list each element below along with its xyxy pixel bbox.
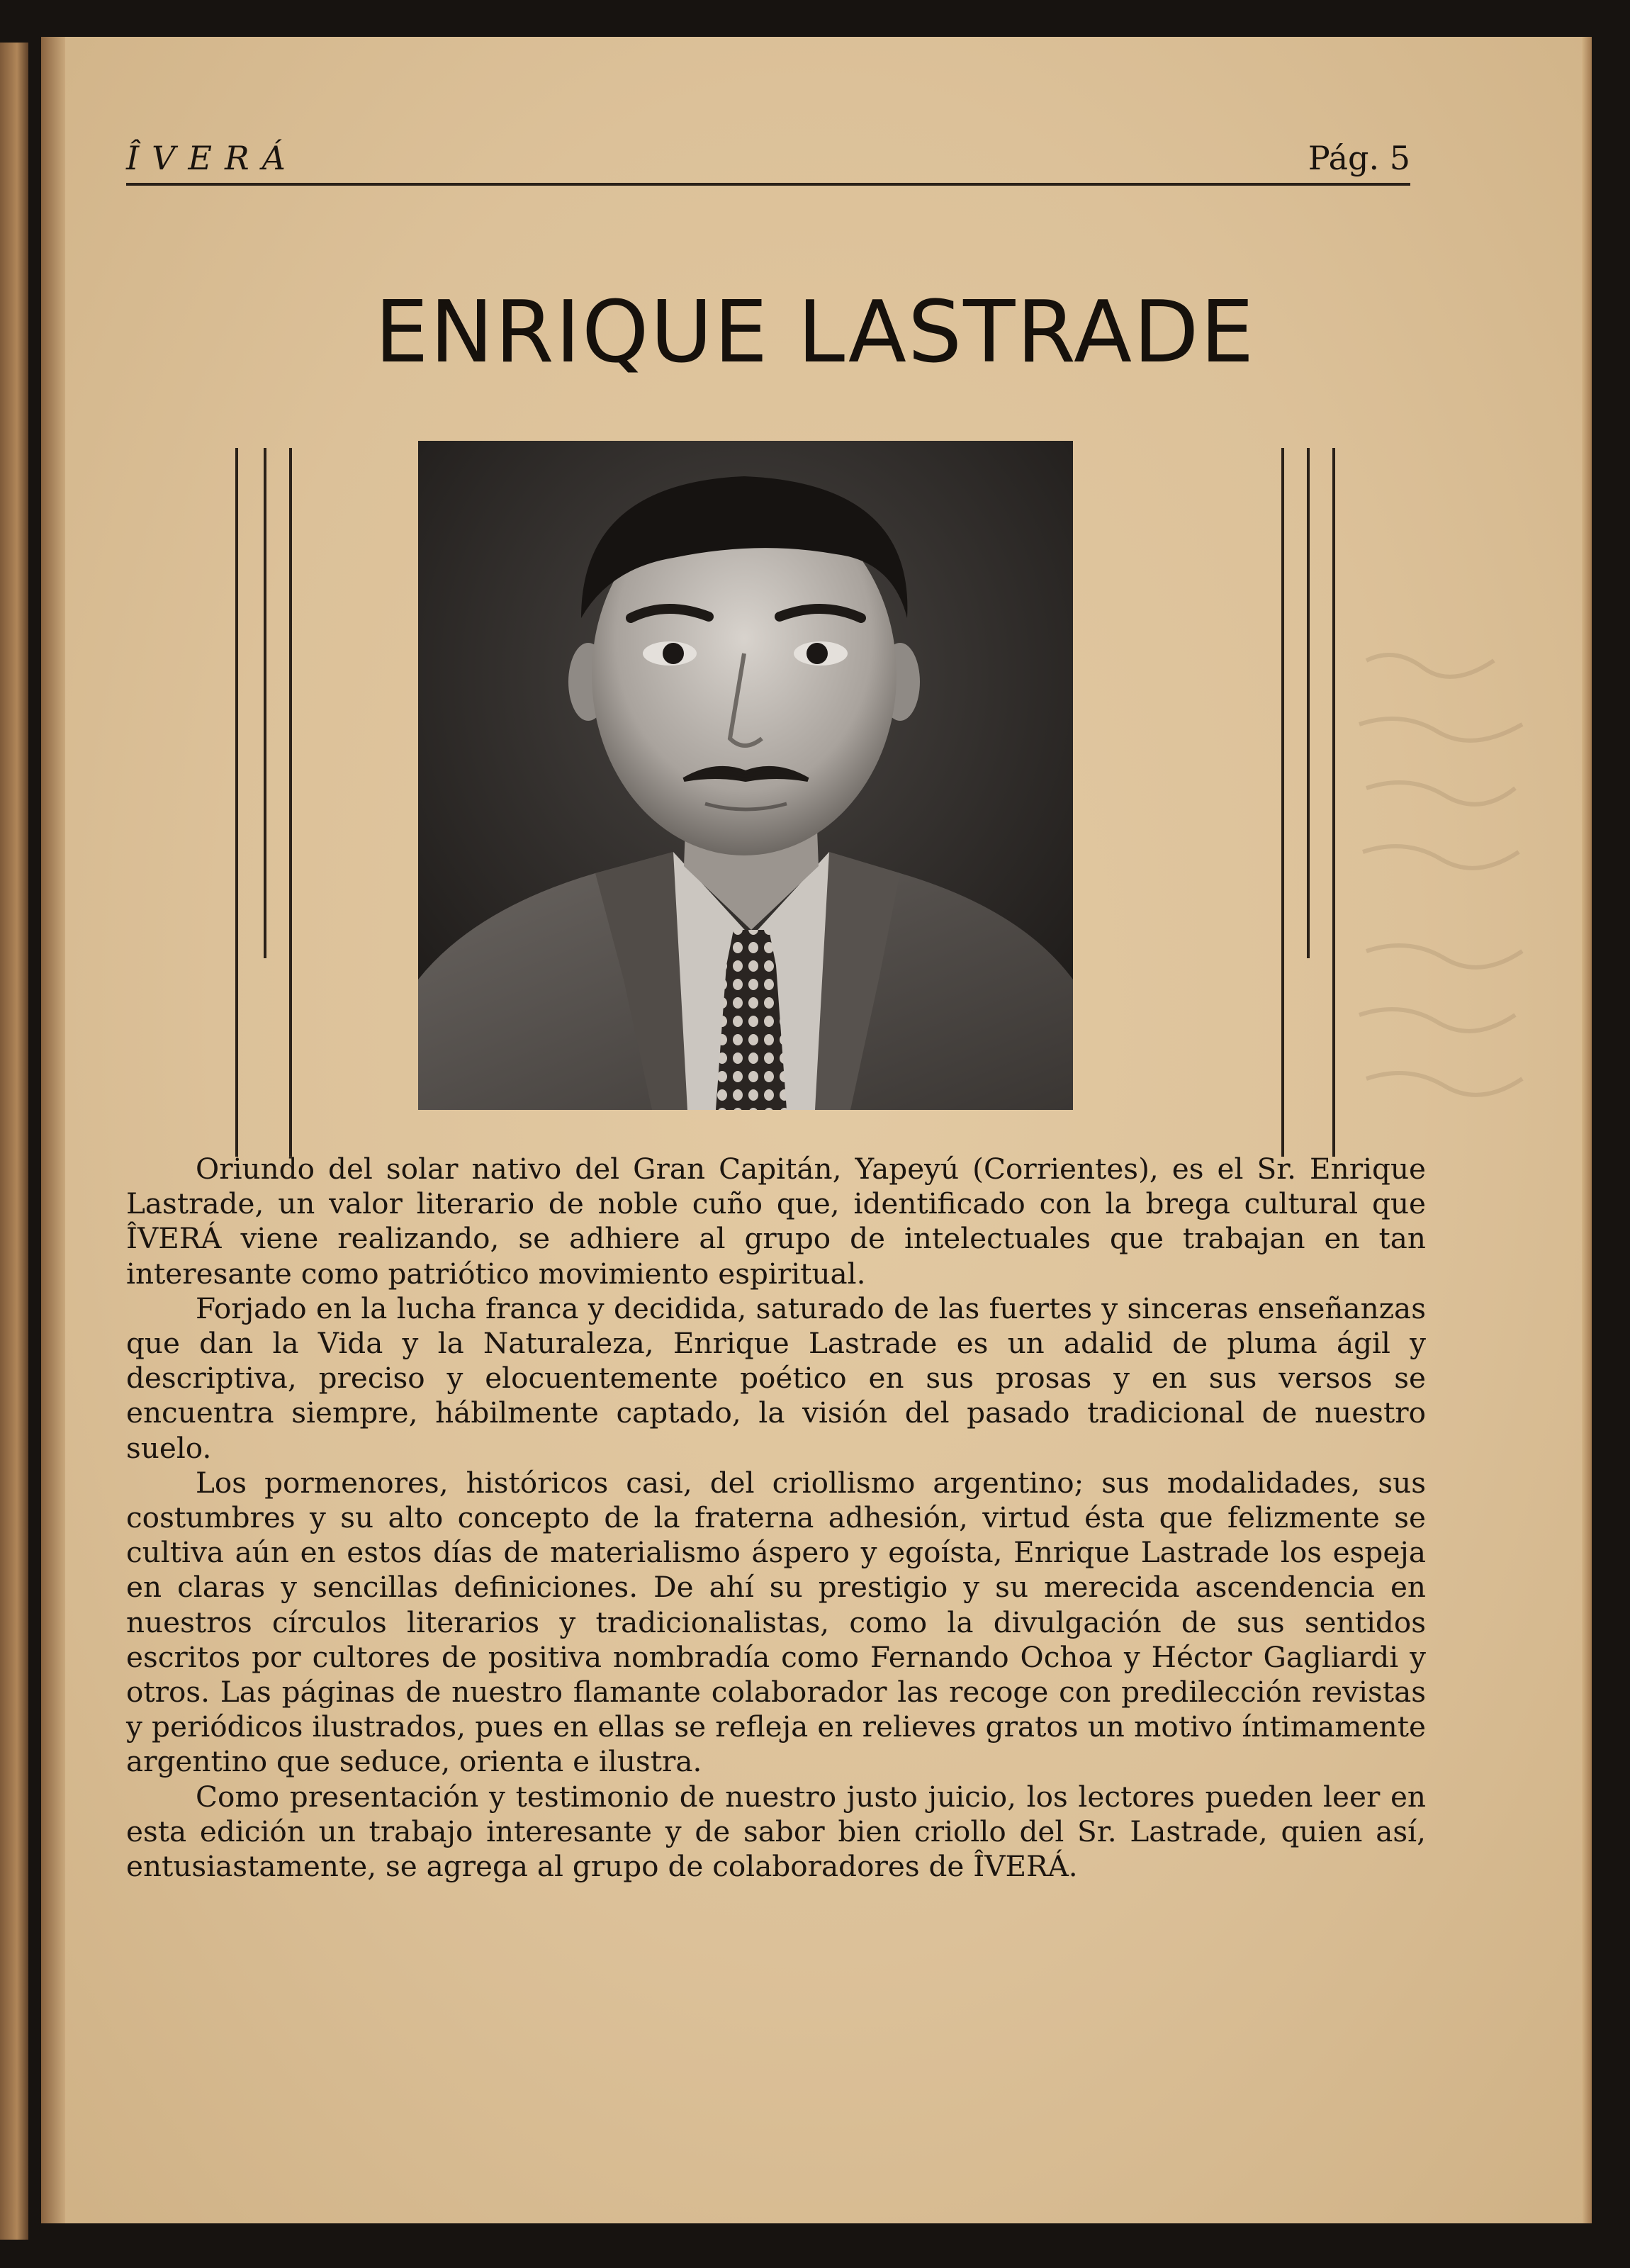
paragraph: Oriundo del solar nativo del Gran Capitán, Yapeyú (Corrientes), es el Sr. Enrique Lastrade, un valor literario de noble cuño que, identificado con la brega cultural que ÎVERÁ viene realizando, se adhiere al grupo de intelectuales que trabajan en tan interesante como patriótico movimiento espiritual. bbox=[126, 1152, 1426, 1291]
right-line-outer bbox=[1332, 448, 1335, 1157]
header-rule bbox=[126, 183, 1410, 186]
running-header bbox=[126, 125, 1410, 181]
portrait-illustration bbox=[418, 441, 1073, 1110]
magazine-name: ÎVERÁ bbox=[126, 139, 298, 177]
paragraph: Los pormenores, históricos casi, del criollismo argentino; sus modalidades, sus costumbres y su alto concepto de la fraterna adhesión, virtud ésta que felizmente se cultiva aún en estos días de materialismo áspero y egoísta, Enrique Lastrade los espeja en claras y sencillas definiciones. De ahí su prestigio y su merecida ascendencia en nuestros círculos literarios y tradicionalistas, como la divulgación de sus sentidos escritos por cultores de positiva nombradía como Fernando Ochoa y Héctor Gagliardi y otros. Las páginas de nuestro flamante colaborador las recoge con predilección revistas y periódicos ilustrados, pues en ellas se refleja en relieves gratos un motivo íntimamente argentino que seduce, orienta e ilustra. bbox=[126, 1465, 1426, 1779]
right-line-inner bbox=[1281, 448, 1284, 1157]
portrait-photo bbox=[418, 441, 1073, 1110]
right-line-middle bbox=[1307, 448, 1310, 958]
article-title: ENRIQUE LASTRADE bbox=[374, 284, 1256, 382]
page-number: Pág. 5 bbox=[1308, 139, 1410, 177]
left-line-middle bbox=[264, 448, 266, 958]
left-line-outer bbox=[235, 448, 238, 1157]
paragraph: Forjado en la lucha franca y decidida, saturado de las fuertes y sinceras enseñanzas que dan la Vida y la Naturaleza, Enrique Lastrade es un adalid de pluma ágil y descriptiva, preciso y elocuentemente poético en sus prosas y en sus versos se encuentra siempre, hábilmente captado, la visión del pasado tradicional de nuestro suelo. bbox=[126, 1291, 1426, 1465]
bleed-through-texture bbox=[1352, 618, 1536, 1185]
paragraph: Como presentación y testimonio de nuestro justo juicio, los lectores pueden leer en esta edición un trabajo interesante y de sabor bien criollo del Sr. Lastrade, quien así, entusiastamente, se agrega al grupo de colaboradores de ÎVERÁ. bbox=[126, 1779, 1426, 1884]
left-line-inner bbox=[289, 448, 292, 1157]
article-body bbox=[126, 1152, 1426, 1884]
